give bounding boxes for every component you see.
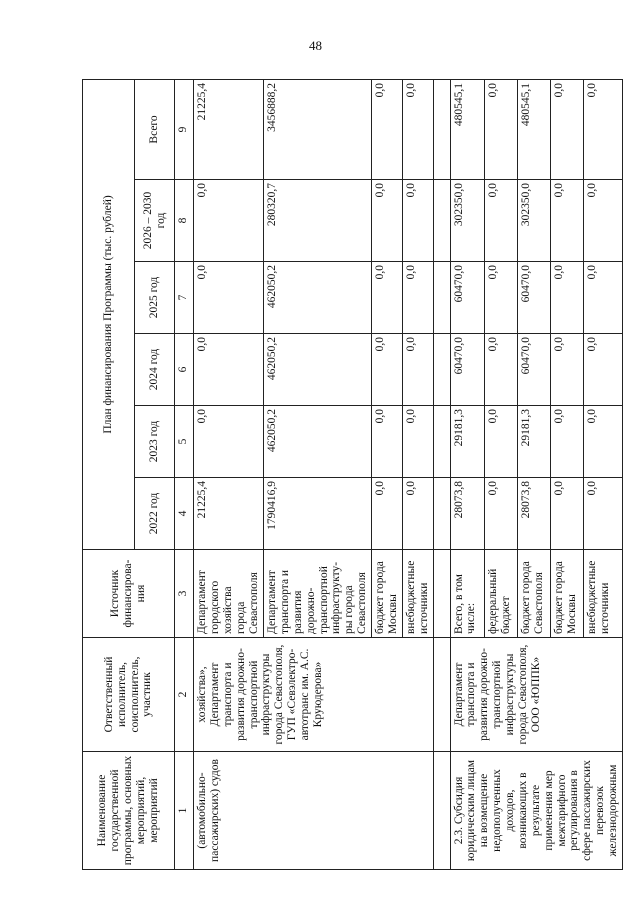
value-cell: 0,0 [194,406,264,478]
funding-source: внебюджетные источники [584,550,623,638]
measure-executor: хозяйства», Департамент транспорта и развития дорожно-транспортной инфраструктуры города Севастополя, ГУП «Севэлектро-автотранс им. А.С. Круюдерова» [194,638,434,752]
value-cell: 462050,2 [264,334,372,406]
value-cell: 0,0 [372,180,403,262]
value-cell: 60470,0 [517,334,550,406]
header-total: Всего [135,79,175,179]
header-executor: Ответственный исполнитель, соисполнитель, участник [83,638,175,752]
value-cell: 60470,0 [450,334,484,406]
value-cell: 28073,8 [517,478,550,550]
header-row-1 [83,79,135,869]
measure-name: 2.3. Субсидия юридическим лицам на возмещение недополученных доходов, возникающих в результате применения мер межтарифного регулирования в сфере пассажирских перевозок железнодорожным [450,752,622,870]
value-cell: 0,0 [402,334,433,406]
column-number: 7 [175,262,194,334]
value-cell: 0,0 [194,262,264,334]
value-cell: 0,0 [402,478,433,550]
column-number: 1 [175,752,194,870]
header-year-2022: 2022 год [135,478,175,550]
value-cell: 0,0 [551,262,584,334]
value-cell: 3456888,2 [264,79,372,179]
value-cell: 0,0 [372,334,403,406]
funding-source: федеральный бюджет [484,550,517,638]
value-cell: 302350,0 [450,180,484,262]
value-cell: 0,0 [402,262,433,334]
value-cell: 0,0 [372,406,403,478]
value-cell: 0,0 [194,334,264,406]
value-cell: 29181,3 [517,406,550,478]
value-cell: 0,0 [484,406,517,478]
header-funding-source: Источник финансирова-ния [83,550,175,638]
value-cell: 0,0 [402,406,433,478]
value-cell: 0,0 [551,406,584,478]
value-cell: 480545,1 [450,79,484,179]
value-cell: 0,0 [402,180,433,262]
value-cell: 280320,7 [264,180,372,262]
financing-table [82,79,623,870]
header-year-2026-2030: 2026 – 2030 год [135,180,175,262]
column-number: 4 [175,478,194,550]
header-year-2025: 2025 год [135,262,175,334]
value-cell: 0,0 [372,79,403,179]
value-cell: 0,0 [584,262,623,334]
column-number: 5 [175,406,194,478]
header-year-2024: 2024 год [135,334,175,406]
value-cell: 0,0 [551,79,584,179]
value-cell: 60470,0 [517,262,550,334]
value-cell: 0,0 [584,478,623,550]
value-cell: 28073,8 [450,478,484,550]
column-number: 3 [175,550,194,638]
value-cell: 0,0 [484,79,517,179]
measure-executor: Департамент транспорта и развития дорожно-транспортной инфраструктуры города Севастополя, ООО «ЮППК» [450,638,622,752]
value-cell: 480545,1 [517,79,550,179]
header-program-name: Наименование государственной программы, основных мероприятий, мероприятий [83,752,175,870]
value-cell: 0,0 [484,262,517,334]
funding-source: бюджет города Севастополя [517,550,550,638]
value-cell: 60470,0 [450,262,484,334]
value-cell: 1790416,9 [264,478,372,550]
column-number: 2 [175,638,194,752]
funding-source: бюджет города Москвы [551,550,584,638]
value-cell: 0,0 [484,180,517,262]
measure-name: (автомобильно-пассажирских) судов [194,752,434,870]
column-number: 8 [175,180,194,262]
value-cell: 0,0 [372,262,403,334]
value-cell: 21225,4 [194,478,264,550]
value-cell: 0,0 [484,478,517,550]
value-cell: 0,0 [584,180,623,262]
funding-source: внебюджетные источники [402,550,433,638]
funding-source: Департамент городского хозяйства города Севастополя [194,550,264,638]
value-cell: 0,0 [584,334,623,406]
value-cell: 0,0 [584,79,623,179]
value-cell: 0,0 [551,478,584,550]
column-number-row [175,79,194,869]
value-cell: 0,0 [484,334,517,406]
funding-source: бюджет города Москвы [372,550,403,638]
value-cell: 0,0 [551,334,584,406]
value-cell: 302350,0 [517,180,550,262]
page-number: 48 [309,38,322,53]
value-cell: 29181,3 [450,406,484,478]
table-row [450,79,484,869]
value-cell: 0,0 [584,406,623,478]
header-year-2023: 2023 год [135,406,175,478]
column-number: 6 [175,334,194,406]
value-cell: 0,0 [551,180,584,262]
header-financing-plan: План финансирования Программы (тыс. рублей) [83,79,135,549]
table-row [194,79,264,869]
value-cell: 462050,2 [264,262,372,334]
column-number: 9 [175,79,194,179]
value-cell: 0,0 [372,478,403,550]
table-spacer-row [433,79,450,869]
value-cell: 21225,4 [194,79,264,179]
value-cell: 0,0 [194,180,264,262]
funding-source: Всего, в том числе: [450,550,484,638]
value-cell: 462050,2 [264,406,372,478]
value-cell: 0,0 [402,79,433,179]
rotated-table-container [82,80,618,870]
funding-source: Департамент транспорта и развития дорожно-транспортной инфраструкту-ры города Севастополя [264,550,372,638]
